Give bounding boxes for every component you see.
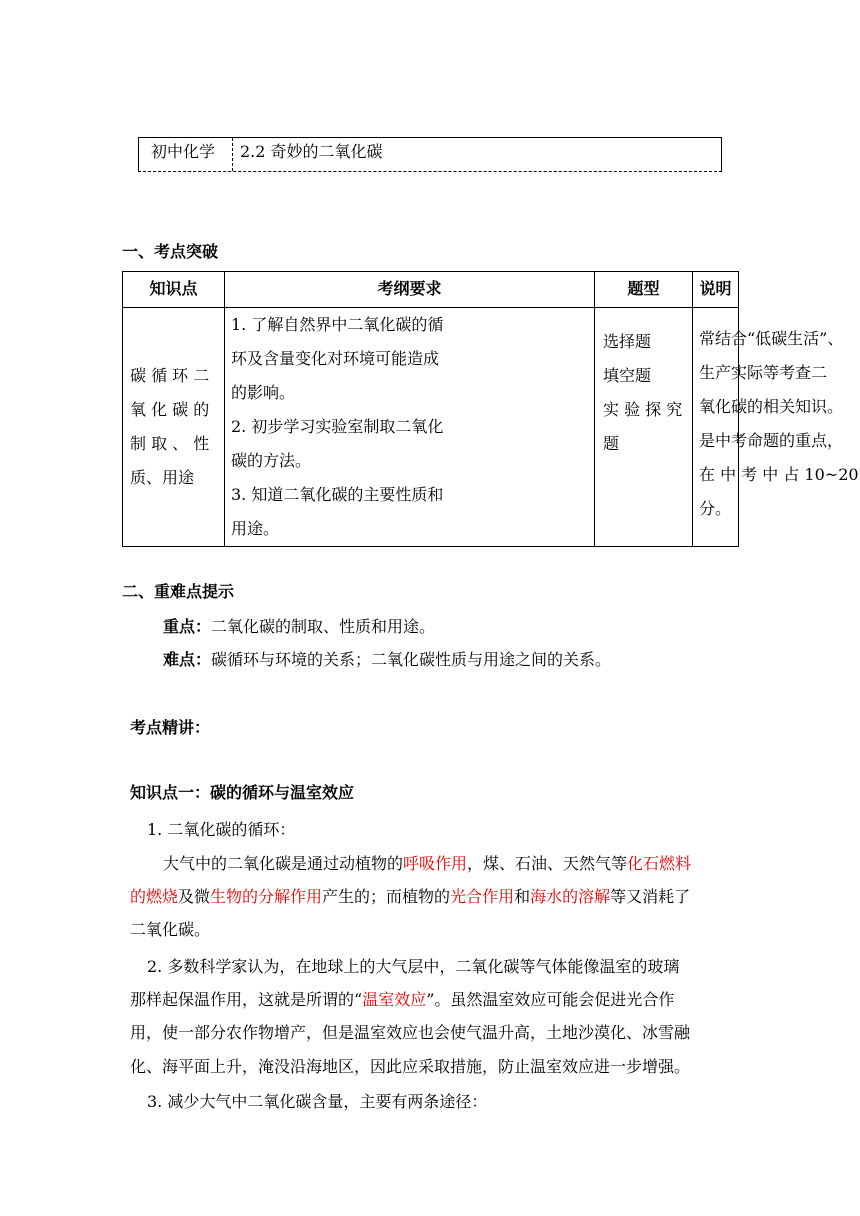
difficult-label: 难点： xyxy=(163,650,212,669)
text-span: ”。虽然温室效应可能会促进光合作 xyxy=(426,990,675,1009)
kp1-title: 知识点一：碳的循环与温室效应 xyxy=(130,783,355,802)
section-title-3: 考点精讲： xyxy=(130,718,211,737)
kp1-item2-line2 xyxy=(130,983,674,1017)
note-line: 分。 xyxy=(699,499,732,518)
key-text: 二氧化碳的制取、性质和用途。 xyxy=(211,617,436,636)
type-line: 实 验 探 究 xyxy=(603,400,683,419)
table-header-knowledge: 知识点 xyxy=(122,271,225,308)
requirement-line: 的影响。 xyxy=(231,383,296,402)
text-span: 及微 xyxy=(178,887,211,906)
kp1-item2-line1: 2. 多数科学家认为，在地球上的大气层中，二氧化碳等气体能像温室的玻璃 xyxy=(147,957,680,976)
requirement-line: 用途。 xyxy=(231,519,280,538)
type-line: 题 xyxy=(603,434,620,453)
note-line: 氧化碳的相关知识。 xyxy=(699,397,844,416)
text-span: ，煤、石油、天然气等 xyxy=(467,854,628,873)
knowledge-line: 质、用途 xyxy=(130,468,195,487)
table-cell-type xyxy=(594,307,693,547)
difficult-text: 碳循环与环境的关系；二氧化碳性质与用途之间的关系。 xyxy=(211,650,612,669)
difficult-point-line xyxy=(163,643,611,677)
note-line: 生产实际等考查二 xyxy=(699,363,828,382)
section-title-2: 二、重难点提示 xyxy=(122,582,235,601)
header-table xyxy=(138,137,722,172)
highlight-respiration: 呼吸作用 xyxy=(403,854,468,873)
note-line: 常结合“低碳生活”、 xyxy=(699,329,844,348)
table-header-note: 说明 xyxy=(692,271,739,308)
knowledge-line: 碳 循 环 二 xyxy=(130,366,210,385)
key-label: 重点： xyxy=(163,617,212,636)
requirement-line: 3. 知道二氧化碳的主要性质和 xyxy=(231,485,444,504)
kp1-item2-line4: 化、海平面上升，淹没沿海地区，因此应采取措施，防止温室效应进一步增强。 xyxy=(130,1057,691,1076)
requirement-line: 1. 了解自然界中二氧化碳的循 xyxy=(231,315,444,334)
kp1-item1-line3: 二氧化碳。 xyxy=(130,920,211,939)
text-span: 大气中的二氧化碳是通过动植物的 xyxy=(163,854,404,873)
table-header-type: 题型 xyxy=(594,271,693,308)
knowledge-line: 氧 化 碳 的 xyxy=(130,400,210,419)
text-span: 那样起保温作用，这就是所谓的“ xyxy=(130,990,363,1009)
table-header-requirement: 考纲要求 xyxy=(224,271,595,308)
kp1-item1-title: 1. 二氧化碳的循环： xyxy=(147,820,296,839)
kp1-item1-line1 xyxy=(163,847,691,881)
table-cell-note xyxy=(692,307,859,547)
note-line: 在 中 考 中 占 10~20 xyxy=(699,465,859,484)
table-cell-requirement xyxy=(224,307,595,547)
key-point-line xyxy=(163,610,435,644)
type-line: 填空题 xyxy=(603,366,652,385)
highlight-burning: 的燃烧 xyxy=(130,887,179,906)
highlight-greenhouse: 温室效应 xyxy=(362,990,427,1009)
knowledge-line: 制 取 、 性 xyxy=(130,434,210,453)
kp1-item1-line2 xyxy=(130,880,690,914)
note-line: 是中考命题的重点， xyxy=(699,431,844,450)
highlight-seawater: 海水的溶解 xyxy=(530,887,611,906)
subject-cell: 初中化学 xyxy=(139,138,233,171)
highlight-fossil-fuel: 化石燃料 xyxy=(627,854,692,873)
requirement-line: 2. 初步学习实验室制取二氧化 xyxy=(231,417,444,436)
lesson-cell: 2.2 奇妙的二氧化碳 xyxy=(240,142,383,161)
text-span: 和 xyxy=(514,887,531,906)
type-line: 选择题 xyxy=(603,332,652,351)
kp1-item3: 3. 减少大气中二氧化碳含量，主要有两条途径： xyxy=(147,1092,488,1111)
highlight-photosynthesis: 光合作用 xyxy=(450,887,515,906)
requirement-line: 环及含量变化对环境可能造成 xyxy=(231,349,440,368)
table-cell-knowledge xyxy=(122,307,225,547)
text-span: 产生的；而植物的 xyxy=(322,887,451,906)
section-title-1: 一、考点突破 xyxy=(122,242,219,261)
highlight-decomposition: 生物的分解作用 xyxy=(210,887,323,906)
text-span: 等又消耗了 xyxy=(610,887,691,906)
exam-points-table xyxy=(122,271,859,547)
requirement-line: 碳的方法。 xyxy=(231,451,312,470)
kp1-item2-line3: 用，使一部分农作物增产，但是温室效应也会使气温升高，土地沙漠化、冰雪融 xyxy=(130,1023,691,1042)
